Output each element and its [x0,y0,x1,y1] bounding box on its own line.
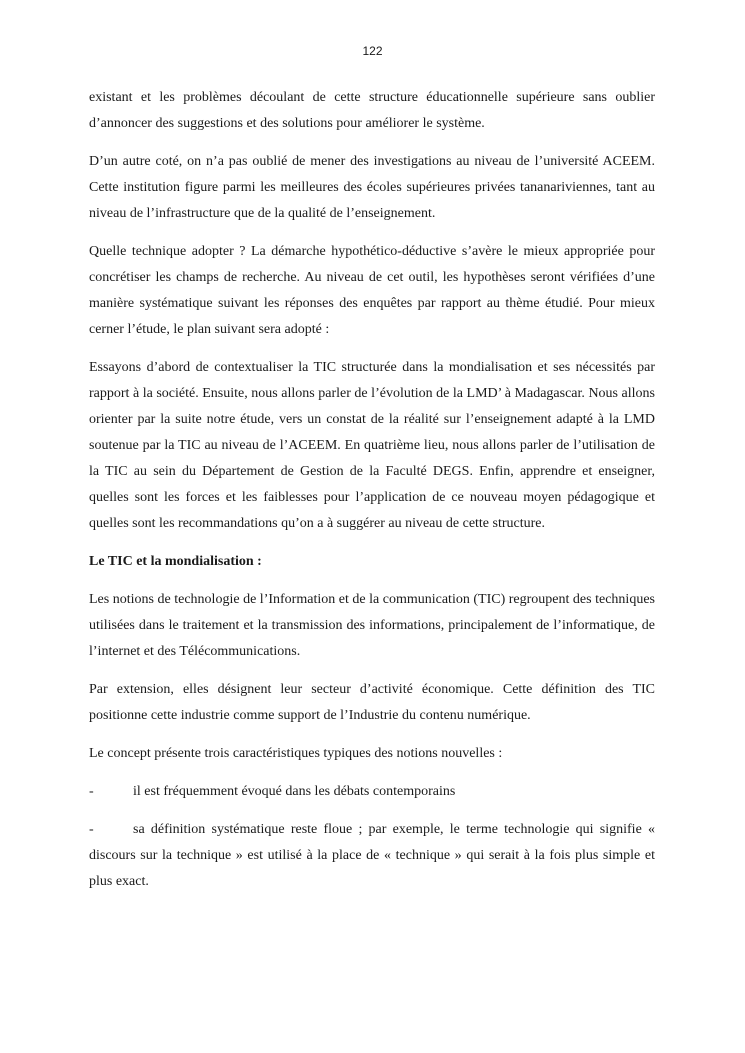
paragraph: Le concept présente trois caractéristiques typiques des notions nouvelles : [89,746,503,761]
document-body [89,85,655,907]
list-item [89,779,655,805]
paragraph: Essayons d’abord de contextualiser la TIC structurée dans la mondialisation et ses nécessités par rapport à la société. Ensuite, nous allons parler de l’évolution de la LMD’ à Madagascar. Nous allons orienter par la suite notre étude, vers un constat de la réalité sur l’enseignement adapté à la LMD soutenue par la TIC au niveau de l’ACEEM. En quatrième lieu, nous allons parler de l’utilisation de la TIC au sein du Département de Gestion de la Faculté DEGS. Enfin, apprendre et enseigner, quelles sont les forces et les faiblesses pour l’application de ce nouveau moyen pédagogique et quelles sont les recommandations qu’on a à suggérer au niveau de cette structure. [89,360,655,531]
paragraph: D’un autre coté, on n’a pas oublié de mener des investigations au niveau de l’université ACEEM. Cette institution figure parmi les meilleures des écoles supérieures privées tananariviennes, tant au niveau de l’infrastructure que de la qualité de l’enseignement. [89,154,655,221]
paragraph: Quelle technique adopter ? La démarche hypothético-déductive s’avère le mieux appropriée pour concrétiser les champs de recherche. Au niveau de cet outil, les hypothèses seront vérifiées d’une manière systématique suivant les réponses des enquêtes par rapport au thème étudié. Pour mieux cerner l’étude, le plan suivant sera adopté : [89,244,655,337]
paragraph: Les notions de technologie de l’Information et de la communication (TIC) regroupent des techniques utilisées dans le traitement et la transmission des informations, principalement de l’informatique, de l’internet et des Télécommunications. [89,592,655,659]
list-item-text: sa définition systématique reste floue ; par exemple, le terme technologie qui signifie « discours sur la technique » est utilisé à la place de « technique » qui serait à la fois plus simple et plus exact. [89,822,655,889]
list-item-text: il est fréquemment évoqué dans les débats contemporains [133,784,456,799]
paragraph: Par extension, elles désignent leur secteur d’activité économique. Cette définition des TIC positionne cette industrie comme support de l’Industrie du contenu numérique. [89,682,655,723]
list-marker: - [89,822,94,837]
list-marker: - [89,784,94,799]
page-number: 122 [362,44,383,58]
paragraph: existant et les problèmes découlant de cette structure éducationnelle supérieure sans oublier d’annoncer des suggestions et des solutions pour améliorer le système. [89,90,655,131]
list-item [89,817,655,895]
section-heading: Le TIC et la mondialisation : [89,554,262,569]
